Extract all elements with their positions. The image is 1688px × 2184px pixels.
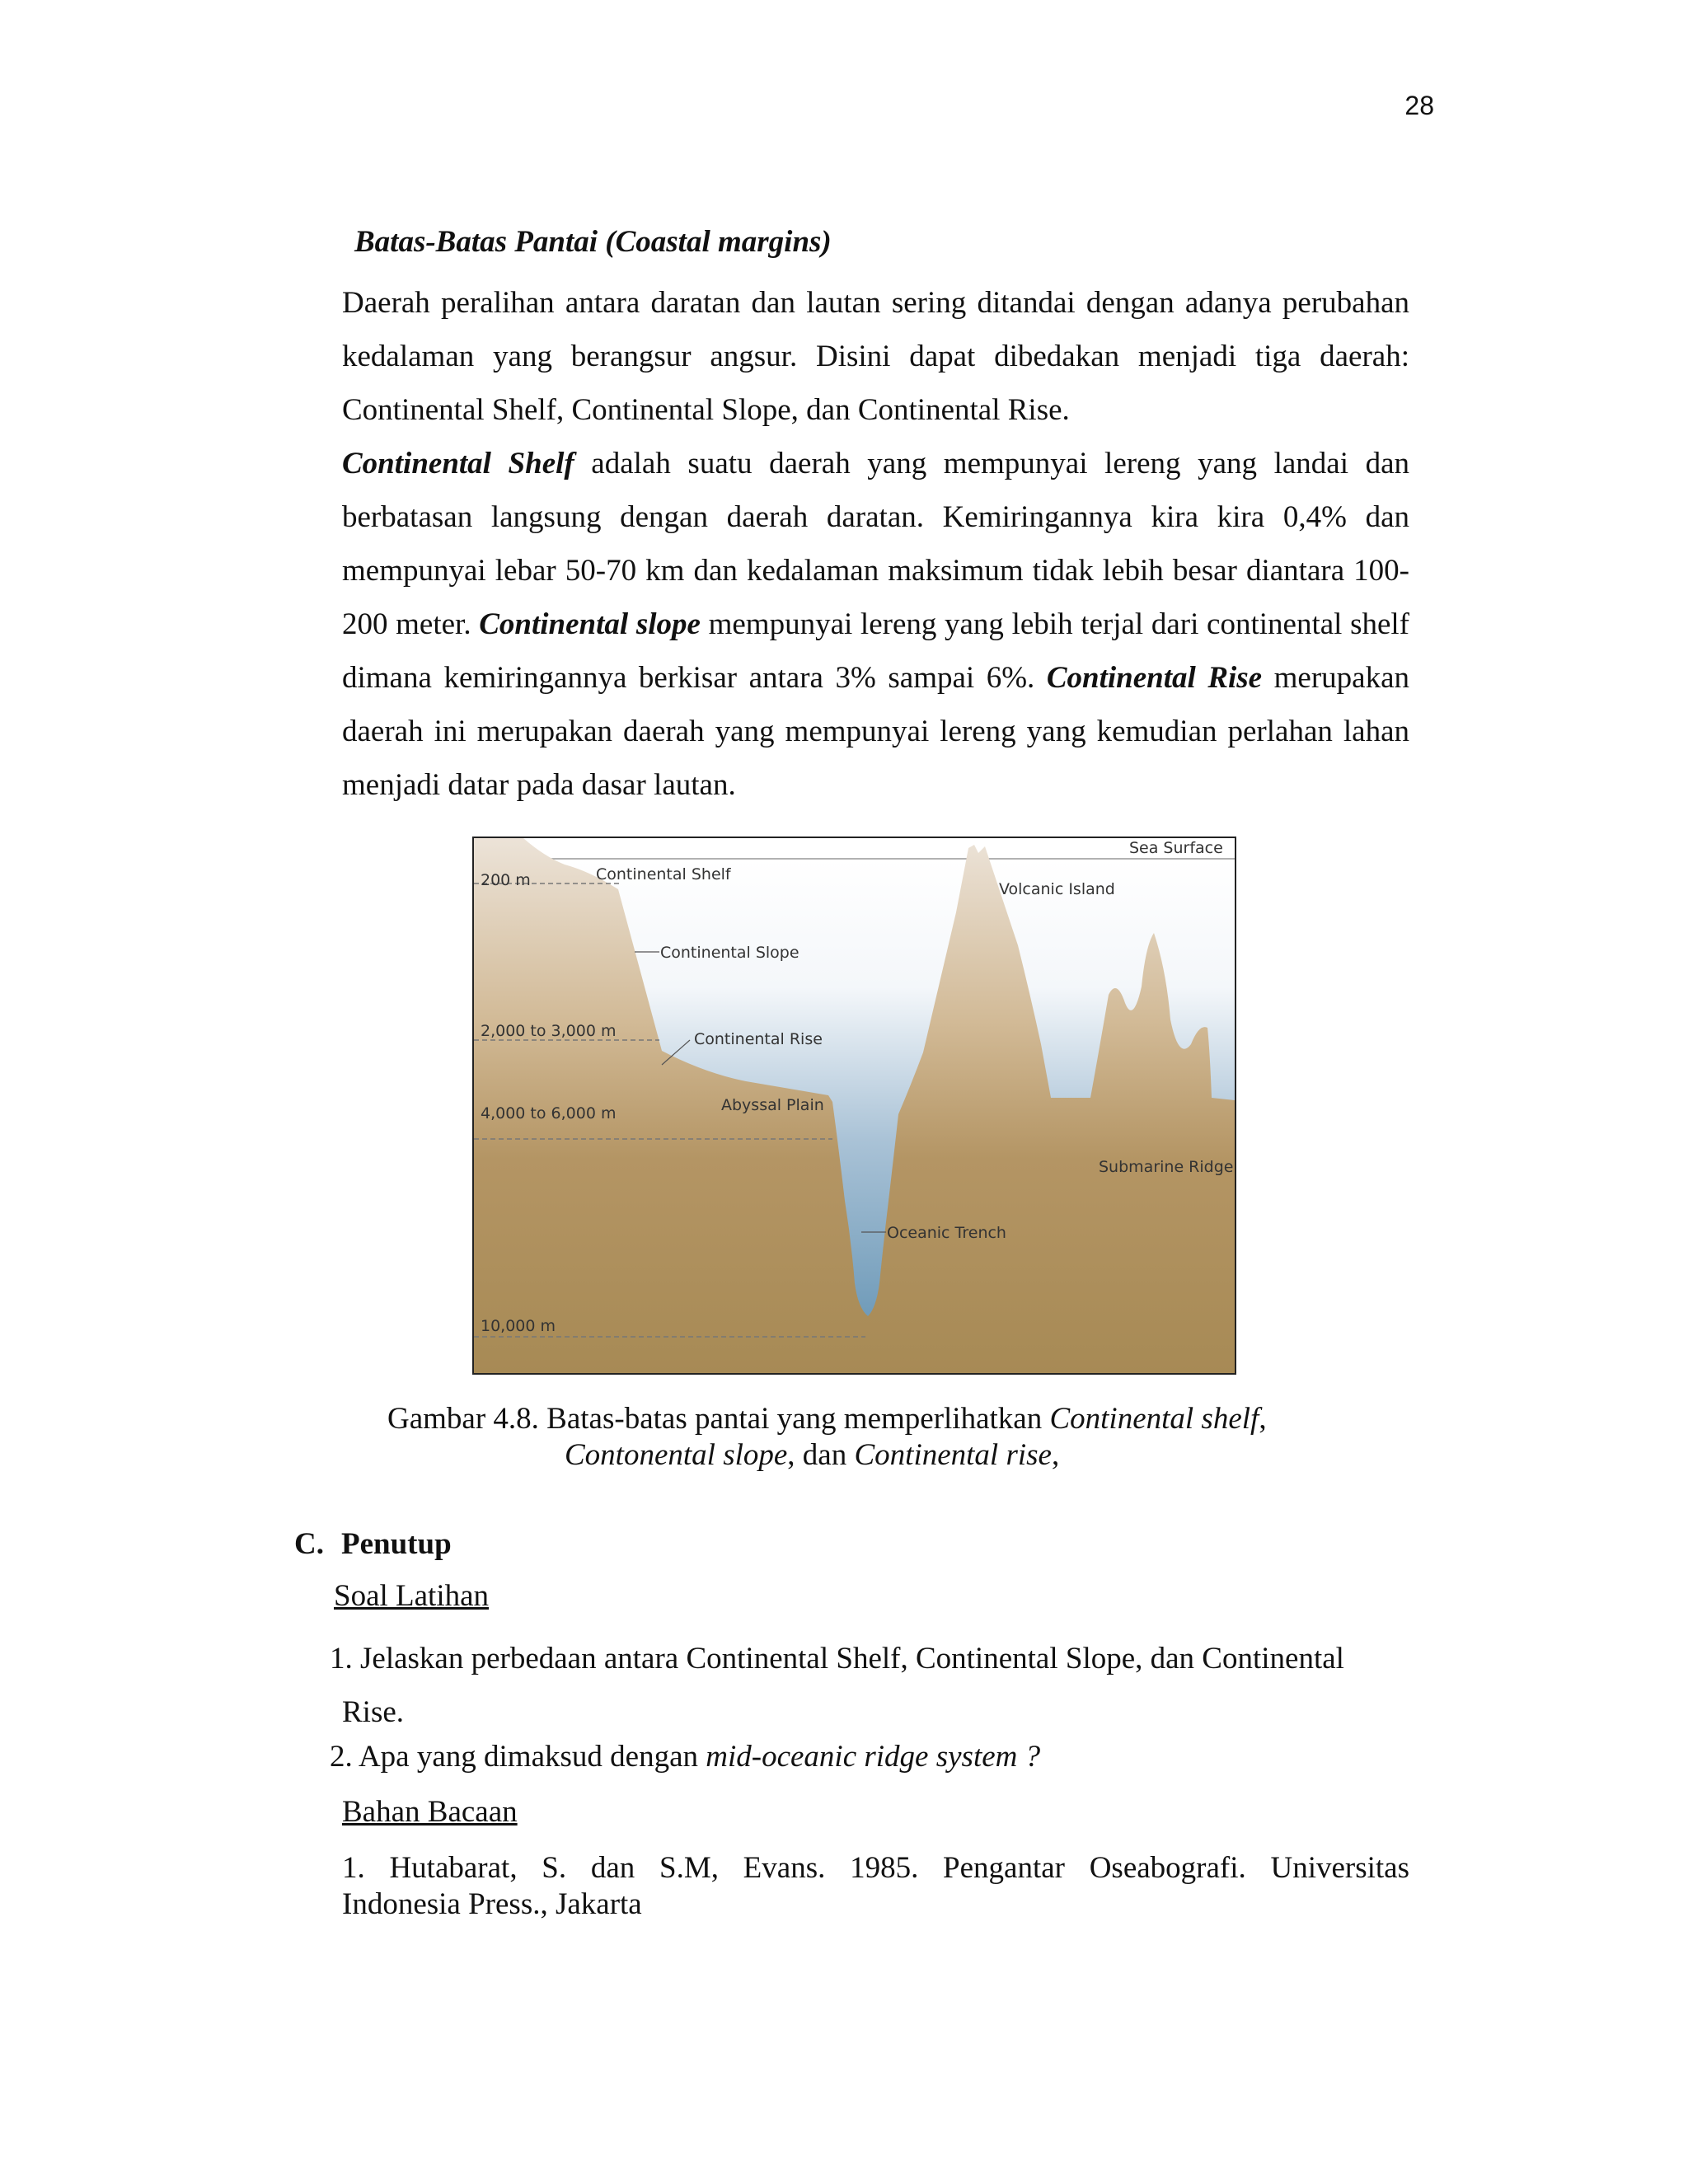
caption-line-1 bbox=[387, 1401, 1418, 1437]
section-c-heading bbox=[294, 1526, 452, 1562]
caption-term-shelf: Continental shelf bbox=[1049, 1402, 1259, 1436]
question-2-term: mid-oceanic ridge system ? bbox=[706, 1740, 1041, 1774]
soal-latihan-title: Soal Latihan bbox=[334, 1579, 490, 1613]
figure-caption bbox=[387, 1401, 1418, 1474]
question-1-cont: Rise. bbox=[342, 1695, 405, 1729]
section-heading: Batas-Batas Pantai (Coastal margins) bbox=[354, 225, 832, 259]
bahan-bacaan-title: Bahan Bacaan bbox=[342, 1795, 518, 1829]
caption-prefix: Gambar 4.8. Batas-batas pantai yang memperlihatkan bbox=[387, 1402, 1050, 1436]
caption-line-2 bbox=[387, 1437, 1418, 1474]
paragraph-definitions bbox=[342, 437, 1409, 812]
label-abyssal-plain: Abyssal Plain bbox=[721, 1096, 824, 1114]
page-number: 28 bbox=[1404, 91, 1434, 120]
label-depth-200: 200 m bbox=[481, 871, 531, 889]
label-oceanic-trench: Oceanic Trench bbox=[887, 1224, 1006, 1242]
caption-end: , bbox=[1051, 1438, 1060, 1472]
paragraph-intro: Daerah peralihan antara daratan dan lautan sering ditandai dengan adanya perubahan kedalaman yang berangsur angsur. Disini dapat dibedakan menjadi tiga daerah: Continental Shelf, Continental Slope, dan Continental Rise. bbox=[342, 286, 1409, 427]
label-sea-surface: Sea Surface bbox=[1129, 839, 1223, 857]
text-slope: mempunyai lereng yang lebih terjal dari continental shelf dimana kemiringannya berkisar antara 3% sampai 6%. bbox=[342, 607, 1409, 695]
diagram-svg bbox=[474, 838, 1235, 1373]
coastal-margin-diagram bbox=[472, 837, 1236, 1375]
section-letter: C. bbox=[294, 1527, 324, 1561]
question-1 bbox=[330, 1632, 1409, 1739]
section-title: Penutup bbox=[341, 1527, 452, 1561]
question-2 bbox=[330, 1739, 1040, 1774]
label-continental-slope: Continental Slope bbox=[660, 944, 799, 962]
term-continental-shelf: Continental Shelf bbox=[342, 447, 574, 480]
question-1-text: 1. Jelaskan perbedaan antara Continental Shelf, Continental Slope, dan Continental bbox=[330, 1642, 1344, 1675]
label-depth-2000: 2,000 to 3,000 m bbox=[481, 1022, 617, 1040]
reference-1-line-1: 1. Hutabarat, S. dan S.M, Evans. 1985. Pengantar Oseabografi. Universitas bbox=[342, 1851, 1409, 1885]
text-shelf: adalah suatu daerah yang mempunyai lereng yang landai dan berbatasan langsung dengan daerah daratan. Kemiringannya kira kira 0,4% dan mempunyai lebar 50-70 km dan kedalaman maksimum tidak lebih besar diantara 100-200 meter. bbox=[342, 447, 1409, 641]
term-continental-rise: Continental Rise bbox=[1046, 661, 1263, 695]
caption-term-slope: Contonental slope bbox=[565, 1438, 788, 1472]
term-continental-slope: Continental slope bbox=[479, 607, 701, 641]
sky bbox=[474, 838, 1235, 859]
label-submarine-ridge: Submarine Ridge bbox=[1099, 1158, 1234, 1176]
caption-comma: , bbox=[1259, 1402, 1267, 1436]
label-volcanic-island: Volcanic Island bbox=[999, 880, 1115, 898]
label-continental-rise: Continental Rise bbox=[694, 1030, 823, 1048]
reference-1-line-2: Indonesia Press., Jakarta bbox=[342, 1887, 642, 1921]
label-depth-10000: 10,000 m bbox=[481, 1317, 556, 1335]
caption-term-rise: Continental rise bbox=[854, 1438, 1052, 1472]
label-continental-shelf: Continental Shelf bbox=[596, 865, 731, 883]
question-2-text: 2. Apa yang dimaksud dengan bbox=[330, 1740, 706, 1774]
caption-mid: , dan bbox=[787, 1438, 855, 1472]
text-rise: merupakan daerah ini merupakan daerah yang mempunyai lereng yang kemudian perlahan lahan menjadi datar pada dasar lautan. bbox=[342, 661, 1410, 802]
label-depth-4000: 4,000 to 6,000 m bbox=[481, 1104, 617, 1122]
